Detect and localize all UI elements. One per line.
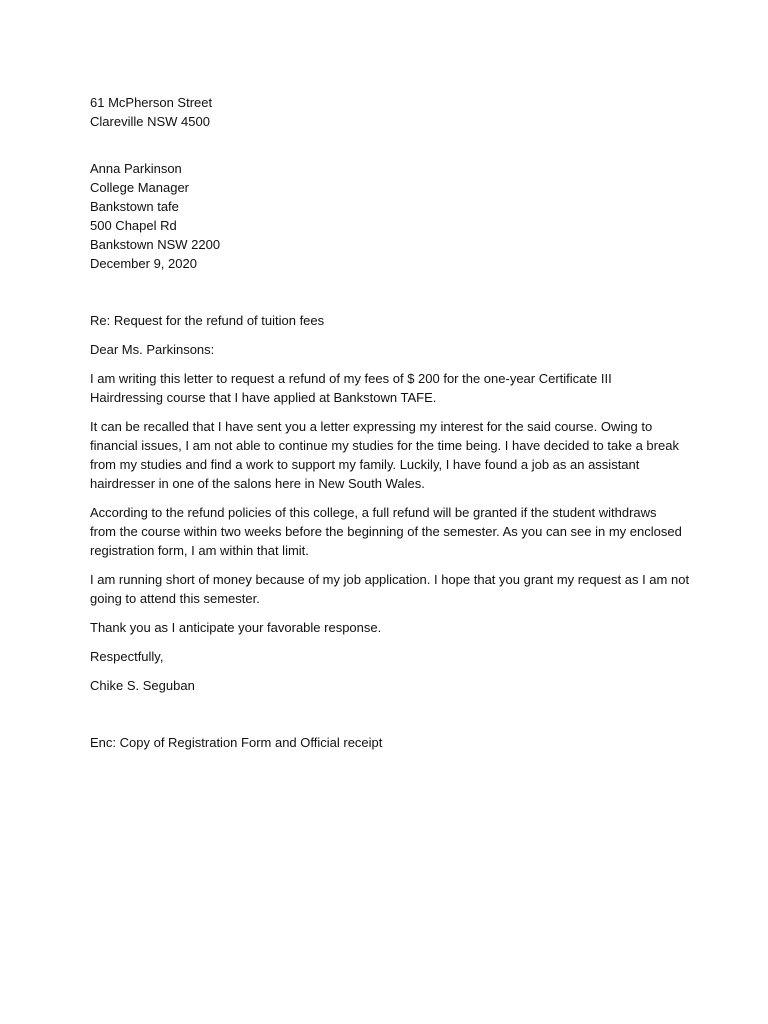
- closing: Respectfully,: [90, 649, 164, 664]
- body-paragraph: [90, 618, 690, 637]
- paragraph-line: going to attend this semester.: [90, 591, 260, 606]
- paragraph-line: financial issues, I am not able to continue my studies for the time being. I have decided to take a break: [90, 438, 679, 453]
- paragraph-line: from the course within two weeks before the beginning of the semester. As you can see in my enclosed: [90, 524, 682, 539]
- recipient-organization: Bankstown tafe: [90, 199, 179, 214]
- paragraph-line: It can be recalled that I have sent you a letter expressing my interest for the said course. Owing to: [90, 419, 653, 434]
- body-paragraph: [90, 417, 690, 493]
- recipient-street: 500 Chapel Rd: [90, 218, 177, 233]
- sender-street: 61 McPherson Street: [90, 95, 213, 110]
- salutation: Dear Ms. Parkinsons:: [90, 342, 215, 357]
- recipient-city: Bankstown NSW 2200: [90, 237, 221, 252]
- signature-name: Chike S. Seguban: [90, 678, 195, 693]
- recipient-block: [90, 159, 690, 273]
- body-paragraph: [90, 570, 690, 608]
- paragraph-line: hairdresser in one of the salons here in New South Wales.: [90, 476, 425, 491]
- paragraph-line: Thank you as I anticipate your favorable response.: [90, 620, 382, 635]
- paragraph-line: According to the refund policies of this college, a full refund will be granted if the student withdraws: [90, 505, 657, 520]
- body-paragraph: [90, 369, 690, 407]
- body-paragraph: [90, 503, 690, 560]
- paragraph-line: Hairdressing course that I have applied at Bankstown TAFE.: [90, 390, 437, 405]
- paragraph-line: from my studies and find a work to support my family. Luckily, I have found a job as an assistant: [90, 457, 640, 472]
- sender-city: Clareville NSW 4500: [90, 114, 210, 129]
- recipient-name: Anna Parkinson: [90, 161, 182, 176]
- letter-date: December 9, 2020: [90, 256, 197, 271]
- paragraph-line: registration form, I am within that limit.: [90, 543, 309, 558]
- subject-line: Re: Request for the refund of tuition fees: [90, 313, 325, 328]
- recipient-title: College Manager: [90, 180, 190, 195]
- paragraph-line: I am writing this letter to request a refund of my fees of $ 200 for the one-year Certificate III: [90, 371, 612, 386]
- paragraph-line: I am running short of money because of my job application. I hope that you grant my request as I am not: [90, 572, 690, 587]
- letter: [90, 93, 690, 752]
- enclosure-note: Enc: Copy of Registration Form and Official receipt: [90, 735, 383, 750]
- sender-address: [90, 93, 690, 131]
